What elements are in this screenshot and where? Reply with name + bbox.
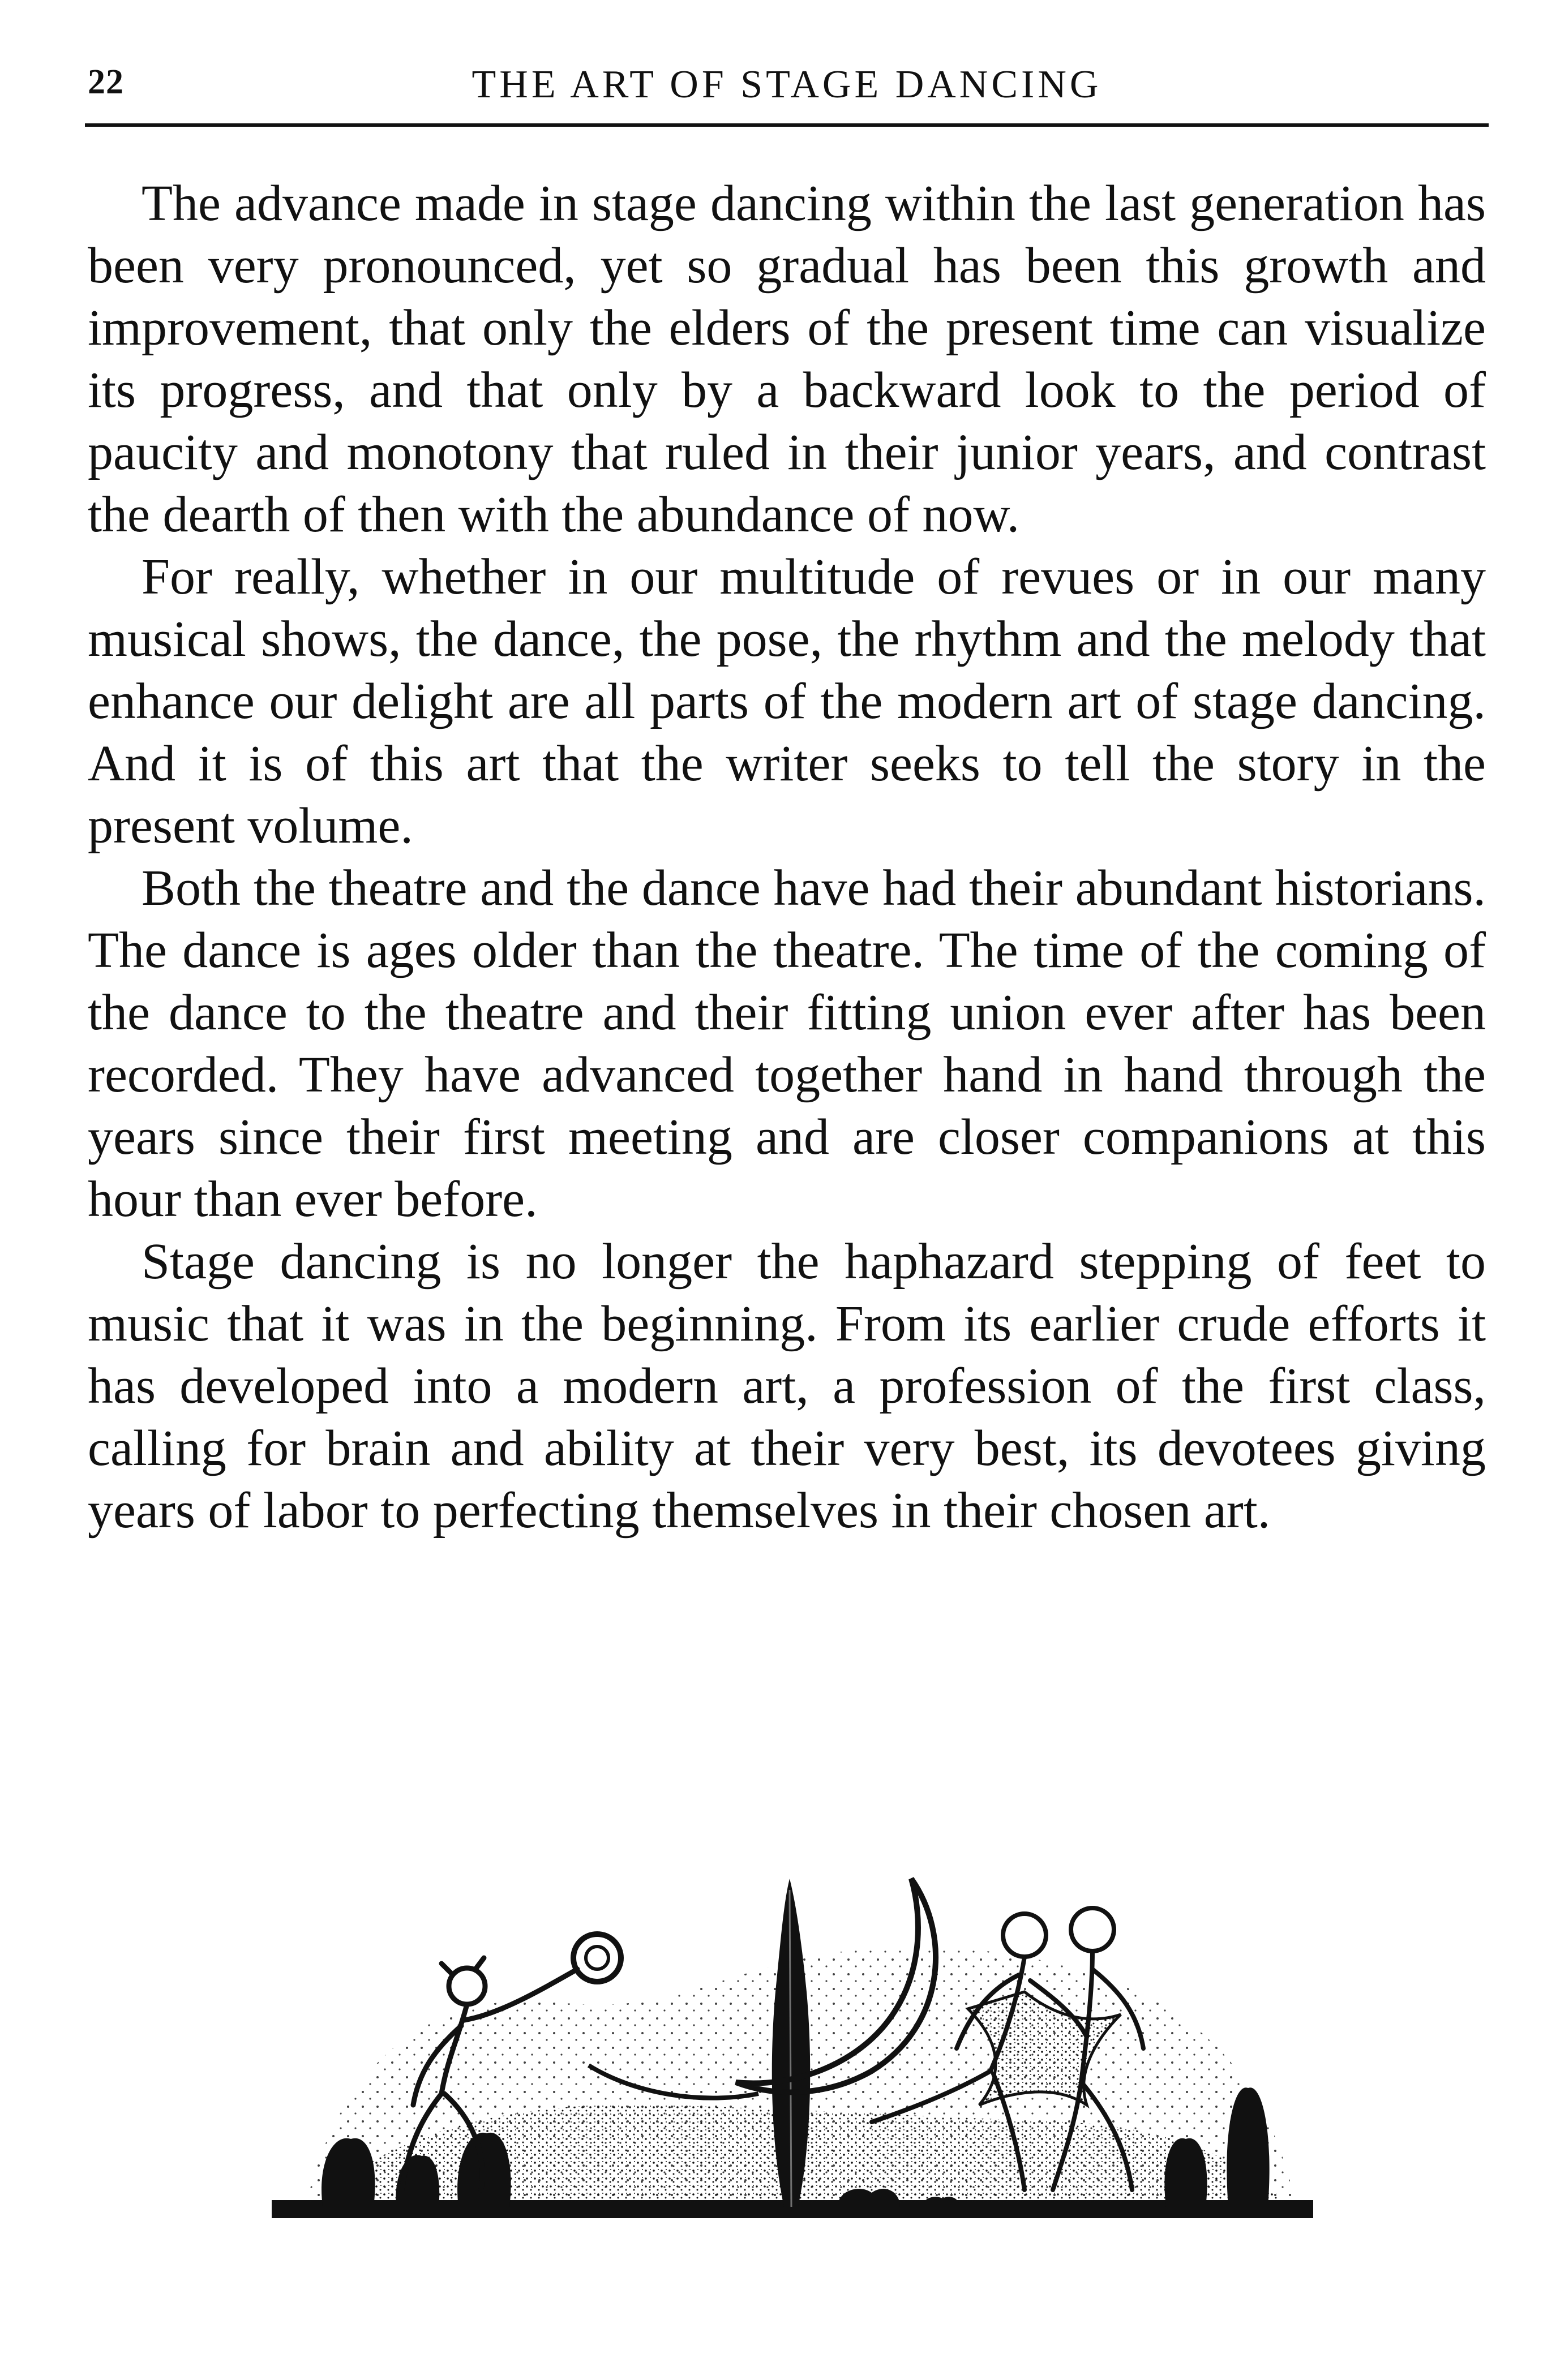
paragraph: Stage dancing is no longer the haphazard stepping of feet to music that it was in the beginning. From its earlier crude efforts it has developed into a modern art, a profession of the first class, calling for brain and ability at their very best, its devotees giving years of labor to perfecting themselves in their chosen art.: [88, 1234, 1486, 1539]
body-text: [88, 173, 1486, 1542]
page-number: 22: [88, 63, 124, 101]
paragraph: Both the theatre and the dance have had their abundant historians. The dance is ages older than the theatre. The time of the coming of the dance to the theatre and their fitting union ever after has been recorded. They have advanced together hand in hand through the years since their first meeting and are closer companions at this hour than ever before.: [88, 860, 1486, 1227]
header-rule: [85, 123, 1489, 127]
running-head: [88, 57, 1486, 113]
faun-and-dancers-vignette-icon: [272, 1867, 1313, 2229]
paragraph: The advance made in stage dancing within the last generation has been very pronounced, yet so gradual has been this growth and improvement, that only the elders of the present time can visualize its progress, and that only by a backward look to the period of paucity and monotony that ruled in their junior years, and contrast the dearth of then with the abundance of now.: [88, 175, 1486, 543]
paragraph: For really, whether in our multitude of revues or in our many musical shows, the dance, the pose, the rhythm and the melody that enhance our delight are all parts of the modern art of stage dancing. And it is of this art that the writer seeks to tell the story in the present volume.: [88, 549, 1486, 854]
running-title: THE ART OF STAGE DANCING: [472, 63, 1102, 106]
